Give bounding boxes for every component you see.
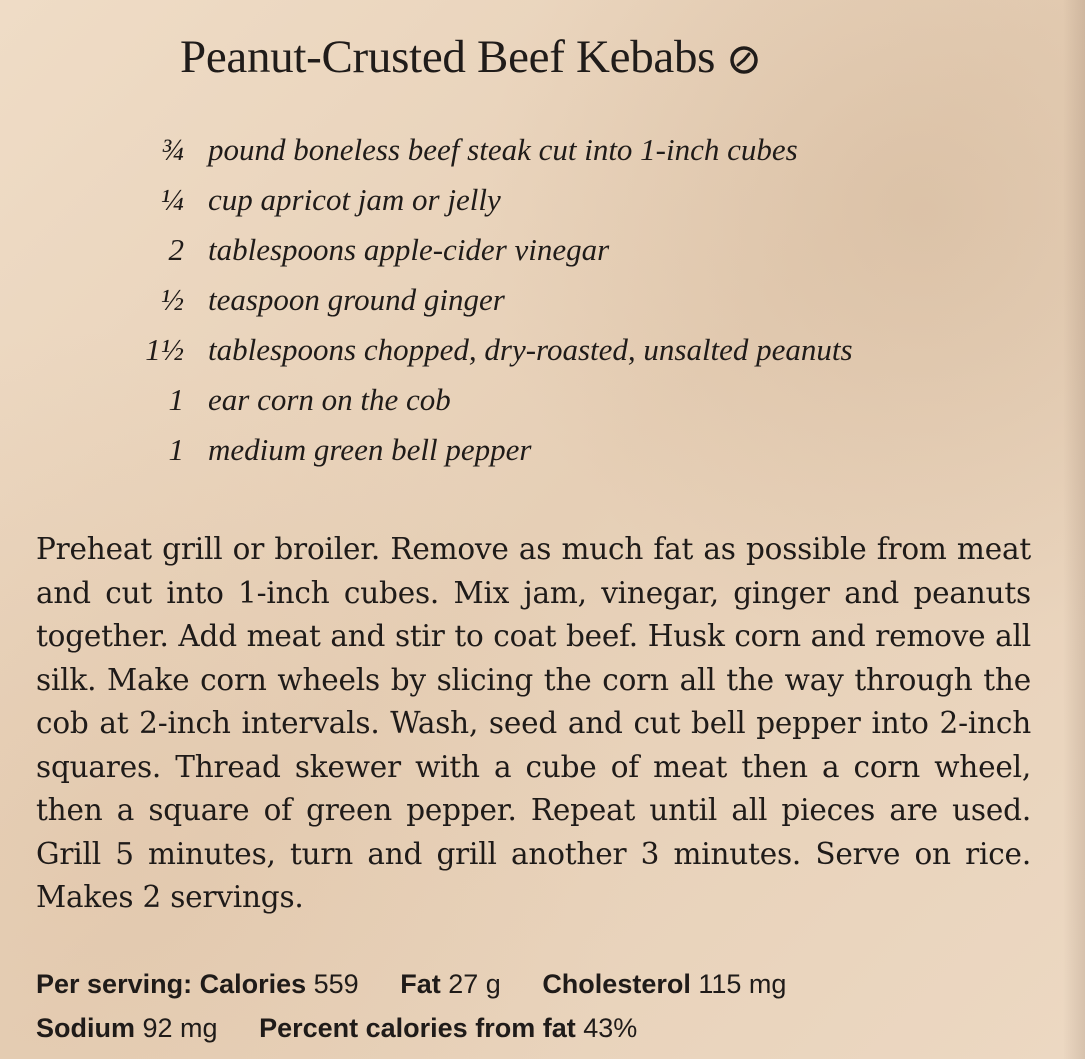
ingredient-name: tablespoons apple-cider vinegar	[208, 232, 610, 267]
ingredient-row	[100, 432, 1060, 482]
ingredient-row	[100, 232, 1060, 282]
percent-fat-value: 43%	[583, 1013, 638, 1043]
fat-label: Fat	[400, 969, 441, 999]
ingredient-quantity: ¼	[160, 182, 184, 217]
ingredient-row	[100, 132, 1060, 182]
clock-icon	[729, 45, 759, 75]
ingredient-quantity: 1	[168, 382, 184, 417]
cholesterol-value: 115 mg	[698, 969, 787, 999]
ingredient-quantity: ½	[160, 282, 184, 317]
ingredient-name: cup apricot jam or jelly	[208, 182, 501, 217]
recipe-title: Peanut-Crusted Beef Kebabs	[180, 30, 716, 83]
ingredient-quantity: ¾	[160, 132, 184, 167]
nutrition-info	[36, 962, 1031, 1050]
ingredient-row	[100, 332, 1060, 382]
nutrition-line-1	[36, 962, 1031, 1006]
recipe-header	[180, 22, 759, 92]
calories-label: Per serving: Calories	[36, 969, 307, 999]
ingredient-quantity: 1½	[145, 332, 184, 367]
recipe-directions: Preheat grill or broiler. Remove as much fat as possible from meat and cut into 1-inch cubes. Mix jam, vinegar, ginger and peanuts together. Add meat and stir to coat beef. Husk corn and remove all silk. Make corn wheels by slicing the corn all the way through the cob at 2-inch intervals. Wash, seed and cut bell pepper into 2-inch squares. Thread skewer with a cube of meat then a corn wheel, then a square of green pepper. Repeat until all pieces are used. Grill 5 minutes, turn and grill another 3 minutes. Serve on rice. Makes 2 servings.	[36, 532, 1031, 914]
ingredient-quantity: 2	[168, 232, 184, 267]
paper-edge-shadow	[1063, 0, 1085, 1059]
percent-fat-label: Percent calories from fat	[259, 1013, 576, 1043]
ingredient-row	[100, 382, 1060, 432]
ingredient-quantity: 1	[168, 432, 184, 467]
sodium-value: 92 mg	[142, 1013, 218, 1043]
ingredient-list	[100, 132, 1060, 482]
ingredient-row	[100, 282, 1060, 332]
sodium-label: Sodium	[36, 1013, 135, 1043]
nutrition-line-2	[36, 1006, 1031, 1050]
ingredient-name: teaspoon ground ginger	[208, 282, 505, 317]
ingredient-name: tablespoons chopped, dry-roasted, unsalted peanuts	[208, 332, 853, 367]
ingredient-name: medium green bell pepper	[208, 432, 532, 467]
ingredient-row	[100, 182, 1060, 232]
ingredient-name: pound boneless beef steak cut into 1-inch cubes	[208, 132, 798, 167]
cholesterol-label: Cholesterol	[542, 969, 691, 999]
ingredient-name: ear corn on the cob	[208, 382, 451, 417]
calories-value: 559	[313, 969, 359, 999]
fat-value: 27 g	[448, 969, 501, 999]
